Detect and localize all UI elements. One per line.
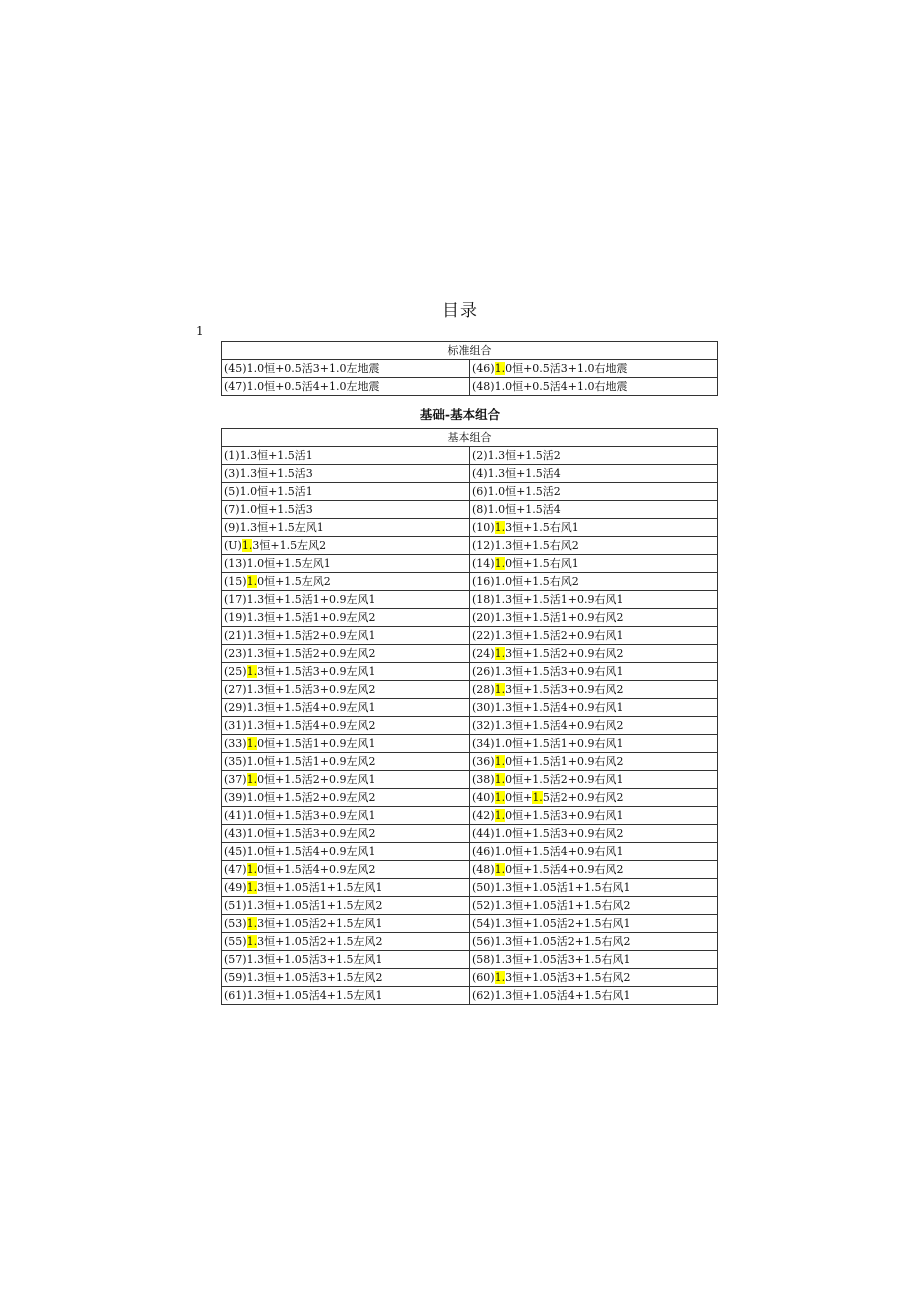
cell-text: 1.3恒+1.05活3+1.5右风1 [494,953,631,966]
cell-text: (7) [224,503,240,516]
table-cell [470,378,718,396]
highlighted-text: 1. [532,791,543,804]
cell-text: 3恒+1.5活2+0.9右风2 [505,647,624,660]
cell-text: 1.3恒+1.5活3 [239,467,313,480]
cell-text: 1.0恒+0.5活4+1.0右地震 [494,380,628,393]
table-row [222,933,718,951]
page-title: 目录 [442,301,478,321]
table-header-row [222,342,718,360]
cell-text: (48) [472,863,495,876]
highlighted-text: 1. [246,575,258,588]
table-cell [222,843,470,861]
table-row [222,465,718,483]
cell-text: 3恒+1.05活2+1.5左风2 [257,935,383,948]
cell-text: 1.0恒+1.5活3+0.9右风2 [494,827,624,840]
cell-text: 1.0恒+1.5活3+0.9左风2 [246,827,376,840]
table-row [222,735,718,753]
cell-text: 1.3恒+1.5活2+0.9左风1 [246,629,376,642]
table-row [222,645,718,663]
cell-text: (27) [224,683,247,696]
table-cell [470,807,718,825]
table-header: 基本组合 [222,429,718,447]
cell-text: 1.0恒+1.5活2 [487,485,561,498]
cell-text: 1.3恒+1.05活1+1.5左风2 [246,899,383,912]
table-cell [222,789,470,807]
table-cell [222,933,470,951]
table-cell [222,573,470,591]
cell-text: (55) [224,935,247,948]
cell-text: 1.3恒+1.5活3+0.9左风2 [246,683,376,696]
cell-text: (35) [224,755,247,768]
table-row [222,825,718,843]
cell-text: 1.3恒+1.05活2+1.5右风2 [494,935,631,948]
table-cell [470,951,718,969]
table-cell [222,717,470,735]
highlighted-text: 1. [241,539,253,552]
cell-text: 1.3恒+1.5活1 [239,449,313,462]
cell-text: (34) [472,737,495,750]
cell-text: (U) [224,539,242,552]
cell-text: (21) [224,629,247,642]
table-cell [222,447,470,465]
cell-text: (46) [472,845,495,858]
table-row [222,969,718,987]
table-cell [222,681,470,699]
cell-text: (22) [472,629,495,642]
cell-text: 1.0恒+1.5活1+0.9左风2 [246,755,376,768]
table-row [222,609,718,627]
table-cell [222,501,470,519]
cell-text: (16) [472,575,495,588]
cell-text: 1.3恒+1.5左风1 [239,521,324,534]
cell-text: (33) [224,737,247,750]
table-cell [222,807,470,825]
highlighted-text: 1. [494,791,506,804]
cell-text: (47) [224,380,247,393]
table-row [222,987,718,1005]
cell-text: (38) [472,773,495,786]
cell-text: (10) [472,521,495,534]
cell-text: 1.0恒+1.5右风2 [494,575,579,588]
cell-text: (41) [224,809,247,822]
cell-text: 1.3恒+1.5活1+0.9左风2 [246,611,376,624]
table-cell [470,645,718,663]
cell-text: (3) [224,467,240,480]
highlighted-text: 1. [494,647,506,660]
table-cell [470,915,718,933]
table-cell [222,378,470,396]
table-cell [222,699,470,717]
cell-text: 1.3恒+1.5活4+0.9左风2 [246,719,376,732]
table-cell [470,555,718,573]
table-cell [470,573,718,591]
cell-text: 1.3恒+1.05活2+1.5右风1 [494,917,631,930]
basic-combination-table [221,428,718,1005]
cell-text: 3恒+1.5右风1 [505,521,579,534]
cell-text: 1.3恒+1.5活3+0.9右风1 [494,665,624,678]
table-cell [222,465,470,483]
cell-text: (17) [224,593,247,606]
cell-text: 0恒+0.5活3+1.0右地震 [505,362,628,375]
cell-text: (23) [224,647,247,660]
cell-text: 3恒+1.5活3+0.9左风1 [257,665,376,678]
highlighted-text: 1. [246,773,258,786]
table-row [222,663,718,681]
cell-text: (15) [224,575,247,588]
highlighted-text: 1. [246,935,258,948]
cell-text: (19) [224,611,247,624]
cell-text: 0恒+1.5活1+0.9右风2 [505,755,624,768]
highlighted-text: 1. [494,683,506,696]
table-cell [222,663,470,681]
table-row [222,537,718,555]
cell-text: (56) [472,935,495,948]
cell-text: (53) [224,917,247,930]
standard-combination-table [221,341,718,396]
table-header-row [222,429,718,447]
cell-text: 1.0恒+1.5活2+0.9左风2 [246,791,376,804]
cell-text: 1.0恒+0.5活4+1.0左地震 [246,380,380,393]
table-cell [222,519,470,537]
cell-text: 1.3恒+1.5活2 [487,449,561,462]
table-cell [222,825,470,843]
cell-text: (46) [472,362,495,375]
cell-text: (60) [472,971,495,984]
table-cell [470,465,718,483]
table-cell [470,879,718,897]
cell-text: 0恒+1.5活4+0.9右风2 [505,863,624,876]
highlighted-text: 1. [246,737,258,750]
cell-text: 0恒+1.5活1+0.9左风1 [257,737,376,750]
page-number: 1 [196,324,204,338]
table-cell [222,627,470,645]
cell-text: 1.3恒+1.05活4+1.5右风1 [494,989,631,1002]
cell-text: 1.3恒+1.05活1+1.5右风2 [494,899,631,912]
table-cell [222,555,470,573]
table-cell [470,699,718,717]
highlighted-text: 1. [246,863,258,876]
cell-text: 1.0恒+1.5活3 [239,503,313,516]
cell-text: 1.0恒+1.5活1+0.9右风1 [494,737,624,750]
cell-text: (57) [224,953,247,966]
cell-text: 1.3恒+1.5活4+0.9右风2 [494,719,624,732]
cell-text: 0恒+1.5右风1 [505,557,579,570]
cell-text: (25) [224,665,247,678]
cell-text: 1.3恒+1.5活1+0.9右风1 [494,593,624,606]
cell-text: 5活2+0.9右风2 [542,791,624,804]
highlighted-text: 1. [494,521,506,534]
table-cell [222,861,470,879]
table-cell [470,843,718,861]
cell-text: 1.0恒+1.5活3+0.9左风1 [246,809,376,822]
table-row [222,807,718,825]
cell-text: 0恒+1.5活3+0.9右风1 [505,809,624,822]
cell-text: (43) [224,827,247,840]
cell-text: 1.3恒+1.5活1+0.9左风1 [246,593,376,606]
table-row [222,681,718,699]
cell-text: 1.0恒+1.5活1 [239,485,313,498]
table-row [222,591,718,609]
cell-text: (26) [472,665,495,678]
table-row [222,843,718,861]
table-cell [470,735,718,753]
highlighted-text: 1. [494,971,506,984]
table-row [222,879,718,897]
cell-text: 1.3恒+1.5活4+0.9右风1 [494,701,624,714]
table-cell [470,861,718,879]
table-header: 标准组合 [222,342,718,360]
table-row [222,897,718,915]
cell-text: (58) [472,953,495,966]
cell-text: 0恒+1.5活2+0.9右风1 [505,773,624,786]
cell-text: (6) [472,485,488,498]
table-cell [222,897,470,915]
table-row [222,501,718,519]
cell-text: 1.0恒+1.5活4+0.9右风1 [494,845,624,858]
table-cell [470,591,718,609]
table-cell [222,735,470,753]
table-cell [222,645,470,663]
table-cell [470,627,718,645]
cell-text: (51) [224,899,247,912]
cell-text: (54) [472,917,495,930]
cell-text: 1.3恒+1.05活1+1.5右风1 [494,881,631,894]
table-row [222,753,718,771]
cell-text: 1.3恒+1.05活3+1.5左风2 [246,971,383,984]
cell-text: 0恒+1.5左风2 [257,575,331,588]
cell-text: (37) [224,773,247,786]
cell-text: (62) [472,989,495,1002]
table-row [222,447,718,465]
cell-text: 3恒+1.05活1+1.5左风1 [257,881,383,894]
highlighted-text: 1. [494,362,506,375]
cell-text: (61) [224,989,247,1002]
cell-text: (4) [472,467,488,480]
table-row [222,861,718,879]
table-cell [222,753,470,771]
table-row [222,717,718,735]
table-cell [470,897,718,915]
highlighted-text: 1. [246,665,258,678]
table-row [222,360,718,378]
table-cell [470,537,718,555]
cell-text: (44) [472,827,495,840]
table-cell [222,987,470,1005]
cell-text: 1.3恒+1.5活2+0.9左风2 [246,647,376,660]
cell-text: (39) [224,791,247,804]
cell-text: 1.0恒+0.5活3+1.0左地震 [246,362,380,375]
highlighted-text: 1. [246,917,258,930]
table-cell [222,915,470,933]
table-cell [470,717,718,735]
table-cell [222,969,470,987]
table-row [222,573,718,591]
cell-text: (32) [472,719,495,732]
cell-text: (2) [472,449,488,462]
cell-text: 0恒+1.5活2+0.9左风1 [257,773,376,786]
cell-text: (50) [472,881,495,894]
cell-text: (13) [224,557,247,570]
cell-text: 3恒+1.5活3+0.9右风2 [505,683,624,696]
table-cell [222,951,470,969]
highlighted-text: 1. [246,881,258,894]
cell-text: 1.3恒+1.5活4+0.9左风1 [246,701,376,714]
table-cell [470,789,718,807]
cell-text: 1.3恒+1.5活2+0.9右风1 [494,629,624,642]
cell-text: (5) [224,485,240,498]
cell-text: 1.0恒+1.5左风1 [246,557,331,570]
highlighted-text: 1. [494,755,506,768]
cell-text: 0恒+ [505,791,533,804]
cell-text: 1.3恒+1.5活1+0.9右风2 [494,611,624,624]
table-cell [222,771,470,789]
table-cell [222,591,470,609]
table-cell [470,771,718,789]
cell-text: (14) [472,557,495,570]
highlighted-text: 1. [494,863,506,876]
cell-text: (31) [224,719,247,732]
table-row [222,915,718,933]
cell-text: (1) [224,449,240,462]
table-cell [222,879,470,897]
cell-text: (59) [224,971,247,984]
cell-text: (47) [224,863,247,876]
table-cell [470,933,718,951]
table-cell [470,825,718,843]
cell-text: (28) [472,683,495,696]
table-row [222,699,718,717]
table-cell [470,969,718,987]
cell-text: 1.3恒+1.05活3+1.5左风1 [246,953,383,966]
cell-text: (12) [472,539,495,552]
table-cell [470,987,718,1005]
cell-text: 1.0恒+1.5活4+0.9左风1 [246,845,376,858]
table-row [222,483,718,501]
table-cell [222,609,470,627]
cell-text: (24) [472,647,495,660]
cell-text: 3恒+1.5左风2 [252,539,327,552]
table-cell [470,501,718,519]
table-row [222,789,718,807]
cell-text: (45) [224,845,247,858]
table-cell [222,483,470,501]
table-cell [470,447,718,465]
table-cell [470,360,718,378]
cell-text: (45) [224,362,247,375]
table-cell [470,519,718,537]
cell-text: (18) [472,593,495,606]
cell-text: (30) [472,701,495,714]
cell-text: (42) [472,809,495,822]
table-row [222,378,718,396]
cell-text: 0恒+1.5活4+0.9左风2 [257,863,376,876]
table-row [222,771,718,789]
cell-text: (48) [472,380,495,393]
table-cell [470,681,718,699]
cell-text: (8) [472,503,488,516]
table-row [222,519,718,537]
table-cell [470,609,718,627]
cell-text: (9) [224,521,240,534]
cell-text: 1.3恒+1.5活4 [487,467,561,480]
section-heading: 基础-基本组合 [419,407,501,422]
cell-text: (36) [472,755,495,768]
cell-text: 3恒+1.05活3+1.5右风2 [505,971,631,984]
cell-text: (52) [472,899,495,912]
highlighted-text: 1. [494,557,506,570]
table-row [222,627,718,645]
highlighted-text: 1. [494,773,506,786]
table-row [222,951,718,969]
cell-text: (20) [472,611,495,624]
table-cell [470,483,718,501]
cell-text: (29) [224,701,247,714]
table-cell [470,753,718,771]
highlighted-text: 1. [494,809,506,822]
cell-text: 1.0恒+1.5活4 [487,503,561,516]
cell-text: (40) [472,791,495,804]
cell-text: 1.3恒+1.05活4+1.5左风1 [246,989,383,1002]
cell-text: (49) [224,881,247,894]
table-row [222,555,718,573]
table-cell [470,663,718,681]
table-cell [222,537,470,555]
table-cell [222,360,470,378]
cell-text: 1.3恒+1.5右风2 [494,539,579,552]
cell-text: 3恒+1.05活2+1.5左风1 [257,917,383,930]
